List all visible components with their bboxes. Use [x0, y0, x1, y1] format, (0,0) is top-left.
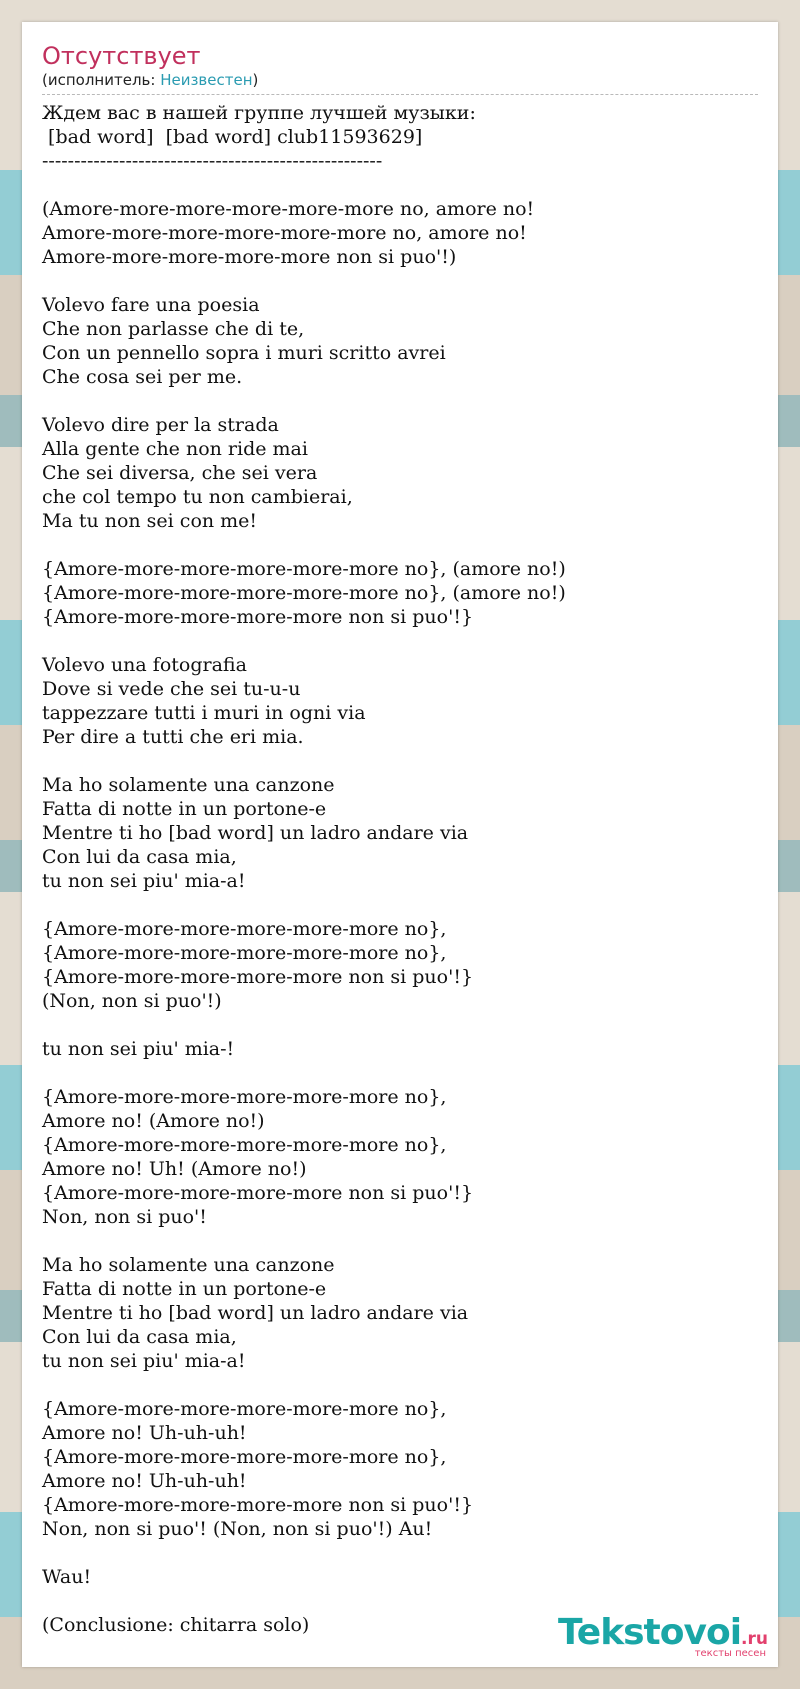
logo-domain: .ru	[741, 1629, 768, 1649]
site-logo[interactable]	[558, 1612, 768, 1659]
artist-suffix: )	[252, 71, 259, 89]
artist-line	[42, 71, 758, 89]
header-divider	[42, 94, 758, 95]
artist-prefix: (исполнитель:	[42, 71, 161, 89]
logo-tagline: тексты песен	[694, 1648, 766, 1659]
artist-link[interactable]: Неизвестен	[160, 71, 253, 89]
lyrics-text: Ждем вас в нашей группе лучшей музыки: [bad word] [bad word] club11593629] ----------------------------------------------------- (Amore-more-more-more-more-more no, amore no! Amore-more-more-more-more-more no, amore no! Amore-more-more-more-more non si puo'!) Volevo fare una poesia Che non parlasse che di te, Con un pennello sopra i muri scritto avrei Che cosa sei per me. Volevo dire per la strada Alla gente che non ride mai Che sei diversa, che sei vera che col tempo tu non cambierai, Ma tu non sei con me! {Amore-more-more-more-more-more no}, (amore no!) {Amore-more-more-more-more-more no}, (amore no!) {Amore-more-more-more-more non si puo'!} Volevo una fotografia Dove si vede che sei tu-u-u tappezzare tutti i muri in ogni via Per dire a tutti che eri mia. Ma ho solamente una canzone Fatta di notte in un portone-e Mentre ti ho [bad word] un ladro andare via Con lui da casa mia, tu non sei piu' mia-a! {Amore-more-more-more-more-more no}, {Amore-more-more-more-more-more no}, {Amore-more-more-more-more non si puo'!} (Non, non si puo'!) tu non sei piu' mia-! {Amore-more-more-more-more-more no}, Amore no! (Amore no!) {Amore-more-more-more-more-more no}, Amore no! Uh! (Amore no!) {Amore-more-more-more-more non si puo'!} Non, non si puo'! Ma ho solamente una canzone Fatta di notte in un portone-e Mentre ti ho [bad word] un ladro andare via Con lui da casa mia, tu non sei piu' mia-a! {Amore-more-more-more-more-more no}, Amore no! Uh-uh-uh! {Amore-more-more-more-more-more no}, Amore no! Uh-uh-uh! {Amore-more-more-more-more non si puo'!} Non, non si puo'! (Non, non si puo'!) Au! Wau! (Conclusione: chitarra solo)	[42, 102, 566, 1636]
logo-wordmark: Tekstovoi	[558, 1612, 742, 1653]
lyrics-card	[22, 22, 778, 1667]
song-title: Отсутствует	[42, 42, 201, 70]
